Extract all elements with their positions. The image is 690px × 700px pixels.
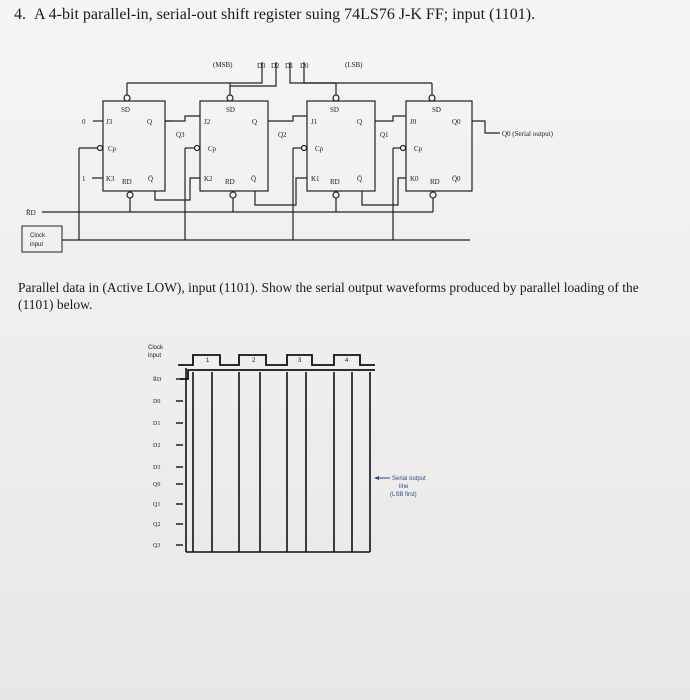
clock-pulse-3: 3 — [298, 358, 302, 364]
serial-note-line-2: line — [399, 484, 409, 490]
ff1-qbar: Q̄ — [357, 175, 363, 183]
ff2-k: K2 — [204, 175, 213, 183]
ff3-j: J3 — [106, 118, 113, 126]
serial-output-label: Q0 (Serial output) — [502, 130, 553, 138]
waveform-grid — [186, 368, 370, 552]
ff1-sd: SD — [330, 106, 339, 114]
d1-input-label: D1 — [285, 62, 294, 70]
msb-label: (MSB) — [213, 61, 233, 69]
ff3-qbar: Q̄ — [148, 175, 154, 183]
ff3-k: K3 — [106, 175, 115, 183]
circuit-labels — [26, 61, 554, 217]
problem-title-text: A 4-bit parallel-in, serial-out shift register suing 74LS76 J-K FF; input (1101). — [34, 6, 536, 23]
signal-label-d2: D2 — [153, 443, 161, 449]
ff2-qbar: Q̄ — [251, 175, 257, 183]
waveform-diagram — [148, 345, 426, 552]
ff1-rd: RD — [330, 178, 340, 186]
ff0-q: Q0 — [452, 118, 461, 126]
ff3-output-label: Q3 — [176, 131, 185, 139]
ff0-k: K0 — [410, 175, 419, 183]
j3-input-value: 0 — [82, 118, 86, 126]
problem-number: 4. — [14, 6, 26, 23]
d3-input-label: D3 — [257, 62, 266, 70]
ff1-q: Q — [357, 118, 363, 126]
clock-pulse-1: 1 — [206, 358, 210, 364]
ff1-cp: Cp — [315, 145, 324, 153]
signal-rows — [153, 376, 183, 549]
ff0-sd: SD — [432, 106, 441, 114]
ff2-cp: Cp — [208, 145, 217, 153]
ff3-rd: RD — [122, 178, 132, 186]
ff2-q: Q — [252, 118, 258, 126]
signal-label-q1: Q1 — [153, 502, 161, 508]
ff0-rd: RD — [430, 178, 440, 186]
wave-clock-label-1: Clock — [148, 345, 164, 351]
signal-label-rd: R̄D — [153, 377, 162, 383]
ff2-sd: SD — [226, 106, 235, 114]
ff0-j: J0 — [410, 118, 417, 126]
serial-output-note — [374, 476, 426, 498]
ff1-k: K1 — [311, 175, 320, 183]
signal-label-d1: D1 — [153, 421, 161, 427]
rd-line-label: R̄D — [26, 209, 36, 217]
ff3-sd: SD — [121, 106, 130, 114]
ff0-qbar: Q̄0 — [452, 175, 461, 183]
d0-input-label: D0 — [300, 62, 309, 70]
signal-label-q3: Q3 — [153, 543, 161, 549]
signal-label-q0: Q0 — [153, 482, 161, 488]
clock-pulse-2: 2 — [252, 358, 256, 364]
lsb-label: (LSB) — [345, 61, 363, 69]
ff0-cp: Cp — [414, 145, 423, 153]
rd-waveform — [180, 370, 375, 379]
ff1-j: J1 — [311, 118, 318, 126]
ff3-cp: Cp — [108, 145, 117, 153]
clock-pulse-4: 4 — [345, 358, 349, 364]
wave-clock-label-2: input — [148, 353, 162, 359]
ff2-output-label: Q2 — [278, 131, 287, 139]
ff2-rd: RD — [225, 178, 235, 186]
ff2-j: J2 — [204, 118, 211, 126]
clock-input-box — [22, 226, 62, 252]
ff1-output-label: Q1 — [380, 131, 389, 139]
serial-note-line-3: (LSB first) — [390, 492, 417, 498]
signal-label-d3: D3 — [153, 465, 161, 471]
serial-note-line-1: Serial output — [392, 476, 426, 482]
ff3-q: Q — [147, 118, 153, 126]
signal-label-d0: D0 — [153, 399, 161, 405]
clock-label-line-2: input — [30, 242, 44, 248]
k3-input-value: 1 — [82, 175, 86, 183]
signal-label-q2: Q2 — [153, 522, 161, 528]
clock-label-line-1: Clock — [30, 233, 46, 239]
d2-input-label: D2 — [271, 62, 280, 70]
problem-paragraph: Parallel data in (Active LOW), input (1101). Show the serial output waveforms produced by parallel loading of the (1101) below. — [18, 280, 639, 312]
